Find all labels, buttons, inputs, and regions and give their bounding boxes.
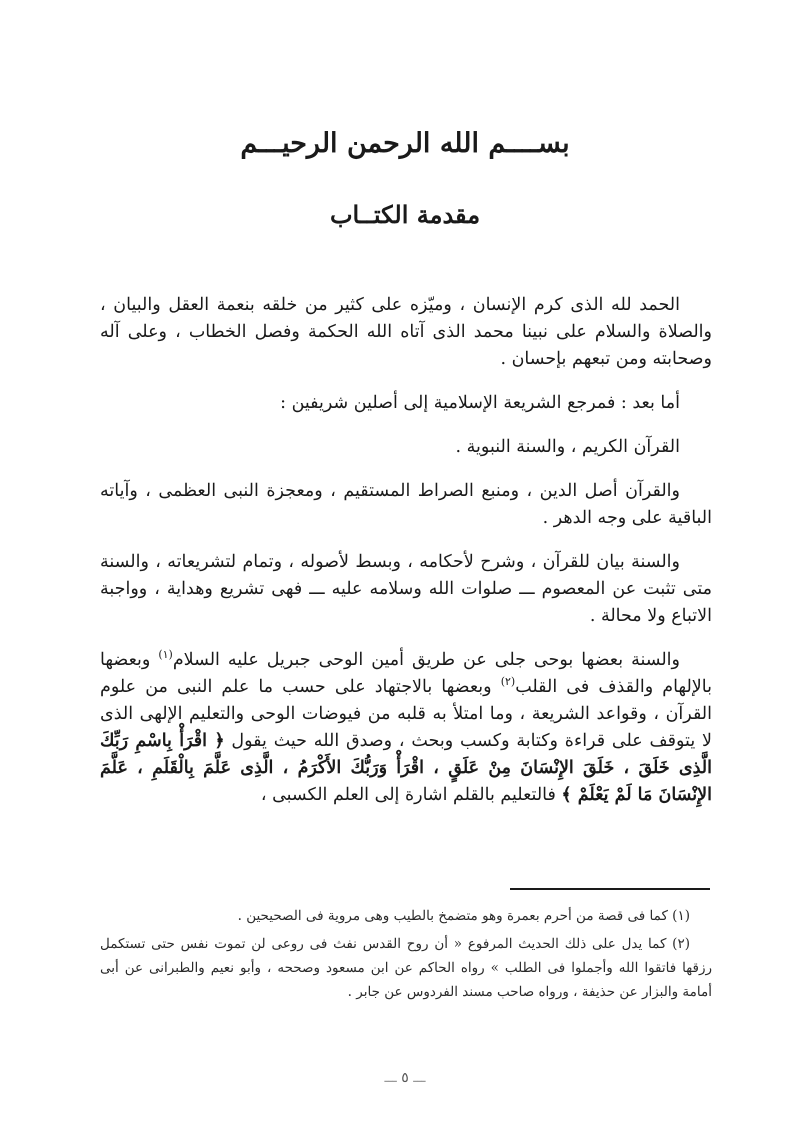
- paragraph-revelation-part-b: وبعضها بالإلهام والقذف فى القلب: [100, 650, 712, 697]
- paragraph-revelation: [100, 647, 712, 809]
- paragraph-revelation-part-d: فالتعليم بالقلم اشارة إلى العلم الكسبى ،: [260, 785, 562, 805]
- paragraph-revelation-part-a: والسنة بعضها بوحى جلى عن طريق أمين الوحى جبريل عليه السلام: [172, 650, 680, 670]
- page-title: مقدمة الكتــاب: [329, 200, 481, 229]
- footnote-2: (٢) كما يدل على ذلك الحديث المرفوع « أن روح القدس نفث فى روعى لن تموت نفس حتى تستكمل رزقها فاتقوا الله وأجملوا فى الطلب » رواه الحاكم عن ابن مسعود وصححه ، وأبو نعيم والطبرانى عن أبى أمامة والبزار عن حذيفة ، ورواه صاحب مسند الفردوس عن جابر .: [100, 936, 712, 1000]
- footnote-1: (١) كما فى قصة من أحرم بعمرة وهو متضمخ بالطيب وهى مروية فى الصحيحين .: [237, 908, 690, 924]
- page-number-dash-left: ـــ: [408, 1070, 426, 1086]
- paragraph-intro: أما بعد : فمرجع الشريعة الإسلامية إلى أصلين شريفين :: [280, 393, 680, 413]
- basmala-heading: بســــم الله الرحمن الرحيـــم: [240, 128, 570, 159]
- footnotes: [100, 904, 712, 1008]
- main-text: [100, 292, 712, 826]
- quran-verse: ﴿ اقْرَأْ بِاسْمِ رَبِّكَ الَّذِى خَلَقَ ، خَلَقَ الإِنْسَانَ مِنْ عَلَقٍ ، اقْرَأْ وَرَبُّكَ الأَكْرَمُ ، الَّذِى عَلَّمَ بِالْقَلَمِ ، عَلَّمَ الإِنْسَانَ مَا لَمْ يَعْلَمْ ﴾: [100, 731, 712, 805]
- paragraph-praise: الحمد لله الذى كرم الإنسان ، وميّزه على كثير من خلقه بنعمة العقل والبيان ، والصلاة والسلام على نبينا محمد الذى آتاه الله الحكمة وفصل الخطاب ، وعلى آله وصحابته ومن تبعهم بإحسان .: [100, 295, 712, 369]
- footnote-divider: [510, 888, 710, 890]
- page-number-dash-right: ـــ: [384, 1070, 402, 1086]
- page-number-value: ٥: [401, 1070, 409, 1086]
- paragraph-two-sources: القرآن الكريم ، والسنة النبوية .: [455, 437, 680, 457]
- footnote-ref-2: (٢): [500, 675, 516, 689]
- footnote-ref-1: (١): [158, 648, 173, 662]
- page-number: [0, 1070, 810, 1086]
- paragraph-revelation-part-c: وبعضها بالاجتهاد على حسب ما علم النبى من علوم القرآن ، وقواعد الشريعة ، وما امتلأ به قلبه من فيوضات الوحى والتعليم الإلهى الذى لا يتوقف على قراءة وكتابة وكسب وبحث ، وصدق الله حيث يقول: [100, 677, 712, 751]
- paragraph-quran: والقرآن أصل الدين ، ومنبع الصراط المستقيم ، ومعجزة النبى العظمى ، وآياته الباقية على وجه الدهر .: [100, 481, 712, 528]
- paragraph-sunnah: والسنة بيان للقرآن ، وشرح لأحكامه ، وبسط لأصوله ، وتمام لتشريعاته ، والسنة متى تثبت عن المعصوم ـــ صلوات الله وسلامه عليه ـــ فهى تشريع وهداية ، وواجبة الاتباع ولا محالة .: [100, 552, 712, 626]
